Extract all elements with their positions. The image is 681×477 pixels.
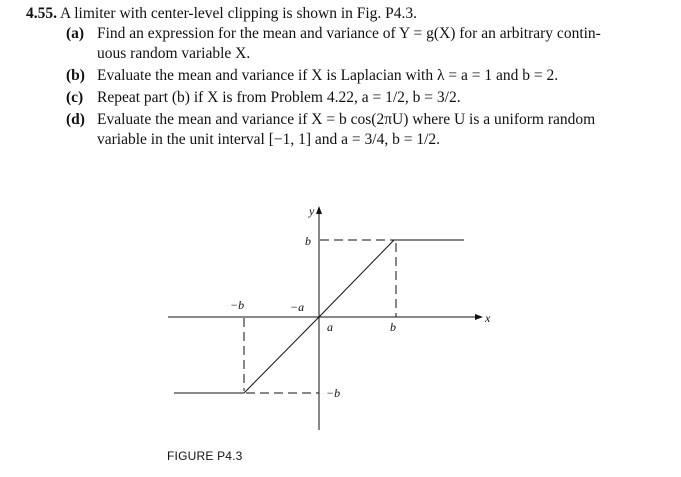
problem-intro: A limiter with center-level clipping is shown in Fig. P4.3. — [60, 5, 418, 22]
figure-caption: FIGURE P4.3 — [167, 449, 243, 463]
tick-label-minus-a: −a — [290, 300, 305, 314]
limiter-figure — [0, 190, 681, 435]
problem-number: 4.55. — [26, 5, 57, 22]
part-b — [66, 66, 657, 86]
upper-ramp — [319, 240, 394, 317]
part-text-line: Evaluate the mean and variance if X = b cos(2πU) where U is a uniform random — [97, 111, 596, 128]
part-label: (b) — [66, 67, 85, 84]
part-label: (d) — [66, 111, 85, 128]
lower-ramp — [244, 317, 319, 393]
part-text-line: Find an expression for the mean and variance of Y = g(X) for an arbitrary contin- — [97, 25, 601, 42]
y-axis-arrow — [316, 206, 322, 214]
part-a — [66, 24, 657, 64]
x-axis-label: x — [485, 311, 491, 325]
part-label: (a) — [66, 25, 85, 42]
y-axis-label: y — [309, 204, 315, 218]
tick-label-a: a — [327, 320, 333, 334]
part-d — [66, 110, 657, 150]
part-text-line: Evaluate the mean and variance if X is Laplacian with λ = a = 1 and b = 2. — [97, 67, 559, 84]
part-text-line: Repeat part (b) if X is from Problem 4.22, a = 1/2, b = 3/2. — [97, 89, 461, 106]
part-text-line: uous random variable X. — [97, 45, 251, 62]
part-label: (c) — [66, 89, 84, 106]
part-c — [66, 88, 657, 108]
tick-label-b-top: b — [305, 234, 311, 248]
part-text-line: variable in the unit interval [−1, 1] and a = 3/4, b = 1/2. — [97, 131, 441, 148]
x-axis-arrow — [475, 314, 483, 320]
tick-label-minus-b: −b — [230, 298, 245, 312]
tick-label-b-right: b — [390, 320, 396, 334]
tick-label-minus-b-bottom: −b — [326, 386, 341, 400]
problem-statement — [26, 4, 666, 24]
